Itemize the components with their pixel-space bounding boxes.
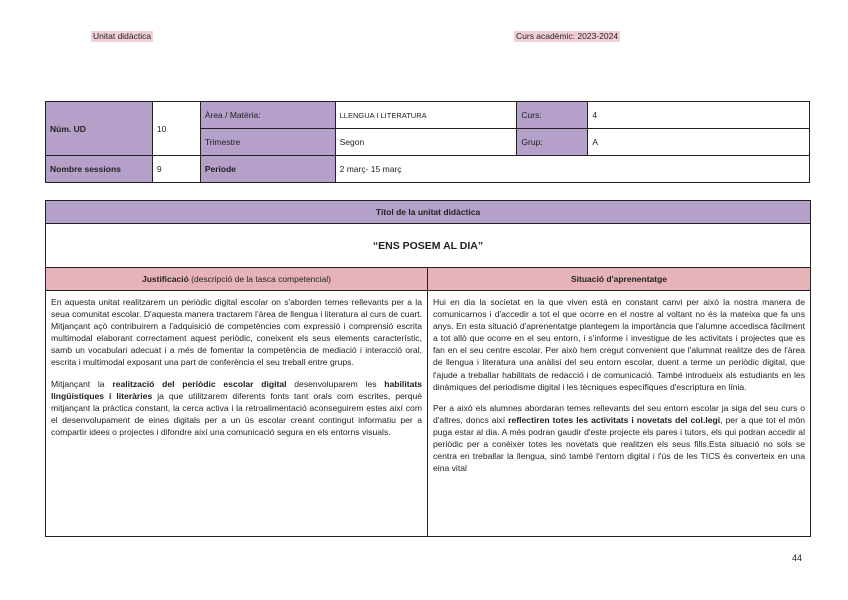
justification-header [46,268,428,291]
situation-paragraph-2: Per a això els alumnes abordaran temes rellevants del seu entorn escolar ja siga del seu curs o d'altres, doncs així reflectiren totes les activitats i novetats del col.legi, per a que tot el món puga estar al dia. A més podran gaudir d'este projecte els pares i tutors, els qui podran accedir al periòdic per a conèixer totes les novetats que realitzen els seus fills.Esta situació no sols se centra en treballar la llengua, sinó també l'entorn digital i l'ús de les TICS és converteix en una eina vital [433,402,805,474]
unit-content-table [45,200,811,537]
situation-paragraph-1: Hui en dia la societat en la que viven està en constant canvi per això la nostra manera de comunicarnos i d'accedir a tot el que ocorre en el nostre al voltant no és la mateixa que fa uns anys. En esta situació d'aprenentatge plantegem la importància que l'alumne accedisca fàcilment a tot allò que ocorre en el seu entorn, i s'informe i investigue de les activitats i projectes que es fan en el seu centre escolar. Per això hem cregut convenient que l'alumnat realitze des de l'àrea de llengua i literatura una anàlisi del seu entorn escolar, duent a terme un periòdic digital, que l'ajude a treballar habilitats de redacció i de comunicació. També introdueix als estudiants en les dinàmiques del periodisme digital i les tècniques específiques d'escriptura en línia. [433,297,805,392]
learning-situation-text [428,291,811,537]
curs-value: 4 [588,102,810,129]
justification-header-rest: (descripció de la tasca competencial) [188,274,331,284]
justification-paragraph-2: Mitjançant la realització del periòdic escolar digital desenvoluparem les habilitats lingüístiques i literàries ja que utilitzarem diferents fonts tant orals com escrites, perquè mitjançant la pràctica constant, la cerca activa i la retroalimentació aconseguirem estes així com el desenvolupament de eines digitals per a un ús escolar creant contingut informatiu per a compartir idees o projectes i difondre així una comunicació segura en els entorns visuals. [51,378,422,437]
justification-text [46,291,428,537]
trimestre-value: Segon [335,129,517,156]
periode-label: Període [200,156,335,183]
num-ud-label: Núm. UD [46,102,153,156]
trimestre-label: Trimestre [200,129,335,156]
header-unit-label: Unitat didàctica [93,31,152,41]
unit-title-header: Títol de la unitat didàctica [46,201,811,224]
curs-label: Curs: [517,102,588,129]
header-course-year: Curs acadèmic: 2023-2024 [516,31,619,41]
unit-info-table [45,101,810,183]
num-ud-value: 10 [152,102,200,156]
grup-label: Grup: [517,129,588,156]
area-label: Àrea / Matèria: [200,102,335,129]
sessions-label: Nombre sessions [46,156,153,183]
page-number: 44 [792,553,803,563]
unit-title: “ENS POSEM AL DIA” [46,224,811,268]
periode-value: 2 març- 15 març [335,156,809,183]
justification-paragraph-1: En aquesta unitat realitzarem un periòdic digital escolar on s'aborden temes rellevants per a la seua comunitat escolar. D'aquesta manera tractarem l'àrea de llengua i literatura al curs de cuart. Mitjançant açò contribuirem a l'adquisició de competències com expressió i comprensió escrita multimodal elaborant correctament aquest periòdic, coneixent els seus elements característic, samb un vocabulari adecuat i a més de fomentar la competència de mediació i interacció oral, escrita i multimodal exposant una part de conferència el seu treball entre grups. [51,297,422,368]
sessions-value: 9 [152,156,200,183]
grup-value: A [588,129,810,156]
area-value: LLENGUA I LITERATURA [335,102,517,129]
learning-situation-header: Situació d'aprenentatge [428,268,811,291]
justification-header-bold: Justificació [142,274,189,284]
